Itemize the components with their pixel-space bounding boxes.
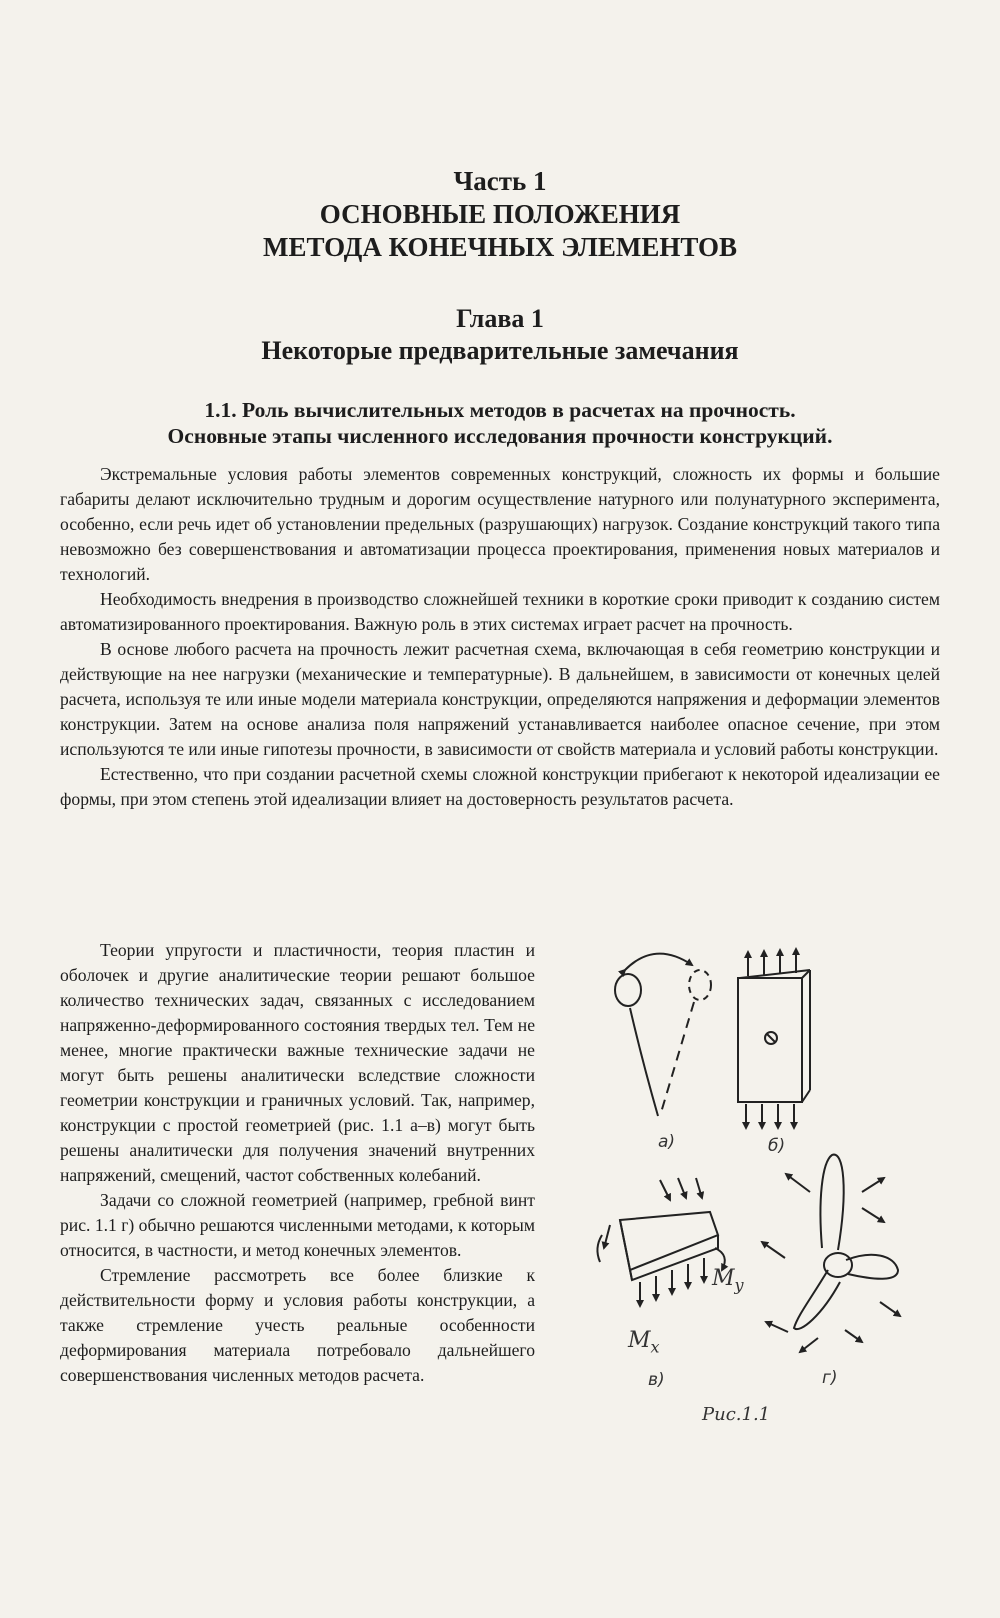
moment-y-symbol: M bbox=[712, 1266, 735, 1291]
propeller-drawing bbox=[762, 1155, 900, 1352]
paragraph: Необходимость внедрения в производство сложнейшей техники в короткие сроки приводит к созданию систем автоматизированного проектирования. Важную роль в этих системах играет расчет на прочность. bbox=[60, 589, 940, 634]
chapter-title: Некоторые предварительные замечания bbox=[261, 336, 739, 365]
section-title-line-2: Основные этапы численного исследования прочности конструкций. bbox=[167, 424, 833, 448]
chapter-number: Глава 1 bbox=[456, 304, 544, 333]
section-title bbox=[70, 397, 930, 449]
figure-label-v: в) bbox=[648, 1370, 665, 1390]
part-title-line-1: ОСНОВНЫЕ ПОЛОЖЕНИЯ bbox=[319, 199, 681, 229]
paragraph: Теории упругости и пластичности, теория пластин и оболочек и другие аналитические теории решают большое количество технических задач, связанных с исследованием напряженно-деформированного состояния твердых тел. Тем не менее, многие практически важные технические задачи не могут быть решены аналитически вследствие сложности геометрии конструкции и граничных условий. Так, например, конструкции с простой геометрией (рис. 1.1 а–в) могут быть решены аналитически для получения значений внутренних напряжений, смещений, частот собственных колебаний. bbox=[60, 940, 535, 1185]
body-text-full-width bbox=[60, 462, 940, 812]
paragraph: В основе любого расчета на прочность лежит расчетная схема, включающая в себя геометрию конструкции и действующие на нее нагрузки (механические и температурные). В дальнейшем, в зависимости от конечных целей расчета, используя те или иные модели материала конструкции, определяются напряжения и деформации элементов конструкции. Затем на основе анализа поля напряжений устанавливается наиболее опасное сечение, при этом используются те или иные гипотезы прочности, в зависимости от свойств материала и условий работы конструкции. bbox=[60, 639, 940, 759]
moment-y-label bbox=[712, 1266, 744, 1294]
paragraph: Задачи со сложной геометрией (например, гребной винт рис. 1.1 г) обычно решаются численными методами, к которым относится, в частности, и метод конечных элементов. bbox=[60, 1190, 536, 1260]
part-title bbox=[70, 198, 930, 264]
moment-y-subscript: y bbox=[734, 1275, 744, 1295]
pendulum-drawing bbox=[615, 954, 711, 1116]
part-number: Часть 1 bbox=[453, 166, 547, 196]
section-title-line-1: 1.1. Роль вычислительных методов в расчетах на прочность. bbox=[204, 398, 796, 422]
plate-in-tension-drawing bbox=[738, 949, 810, 1128]
figure-label-b: б) bbox=[768, 1136, 786, 1156]
moment-x-symbol: M bbox=[628, 1328, 651, 1353]
moment-x-subscript: x bbox=[650, 1337, 660, 1357]
figure-label-a: а) bbox=[658, 1132, 676, 1152]
moment-x-label bbox=[628, 1328, 660, 1356]
figure-label-g: г) bbox=[822, 1368, 838, 1388]
paragraph: Экстремальные условия работы элементов современных конструкций, сложность их формы и большие габариты делают исключительно трудным и дорогим осуществление натурного или полунатурного эксперимента, особенно, если речь идет об установлении предельных (разрушающих) нагрузок. Создание конструкций такого типа невозможно без совершенствования и автоматизации процесса проектирования, применения новых материалов и технологий. bbox=[60, 464, 940, 584]
paragraph: Естественно, что при создании расчетной схемы сложной конструкции прибегают к некоторой идеализации ее формы, при этом степень этой идеализации влияет на достоверность результатов расчета. bbox=[60, 764, 940, 809]
paragraph: Стремление рассмотреть все более близкие к действительности форму и условия работы конструкции, а также стремление учесть реальные особенности деформирования материала потребовало дальнейшего совершенствования численных методов расчета. bbox=[60, 1265, 535, 1385]
figure-caption: Рис.1.1 bbox=[702, 1404, 771, 1425]
loaded-plate-drawing bbox=[597, 1178, 724, 1306]
part-title-line-2: МЕТОДА КОНЕЧНЫХ ЭЛЕМЕНТОВ bbox=[262, 232, 738, 262]
body-text-left-column bbox=[60, 938, 535, 1388]
figure-1-1 bbox=[590, 930, 930, 1430]
